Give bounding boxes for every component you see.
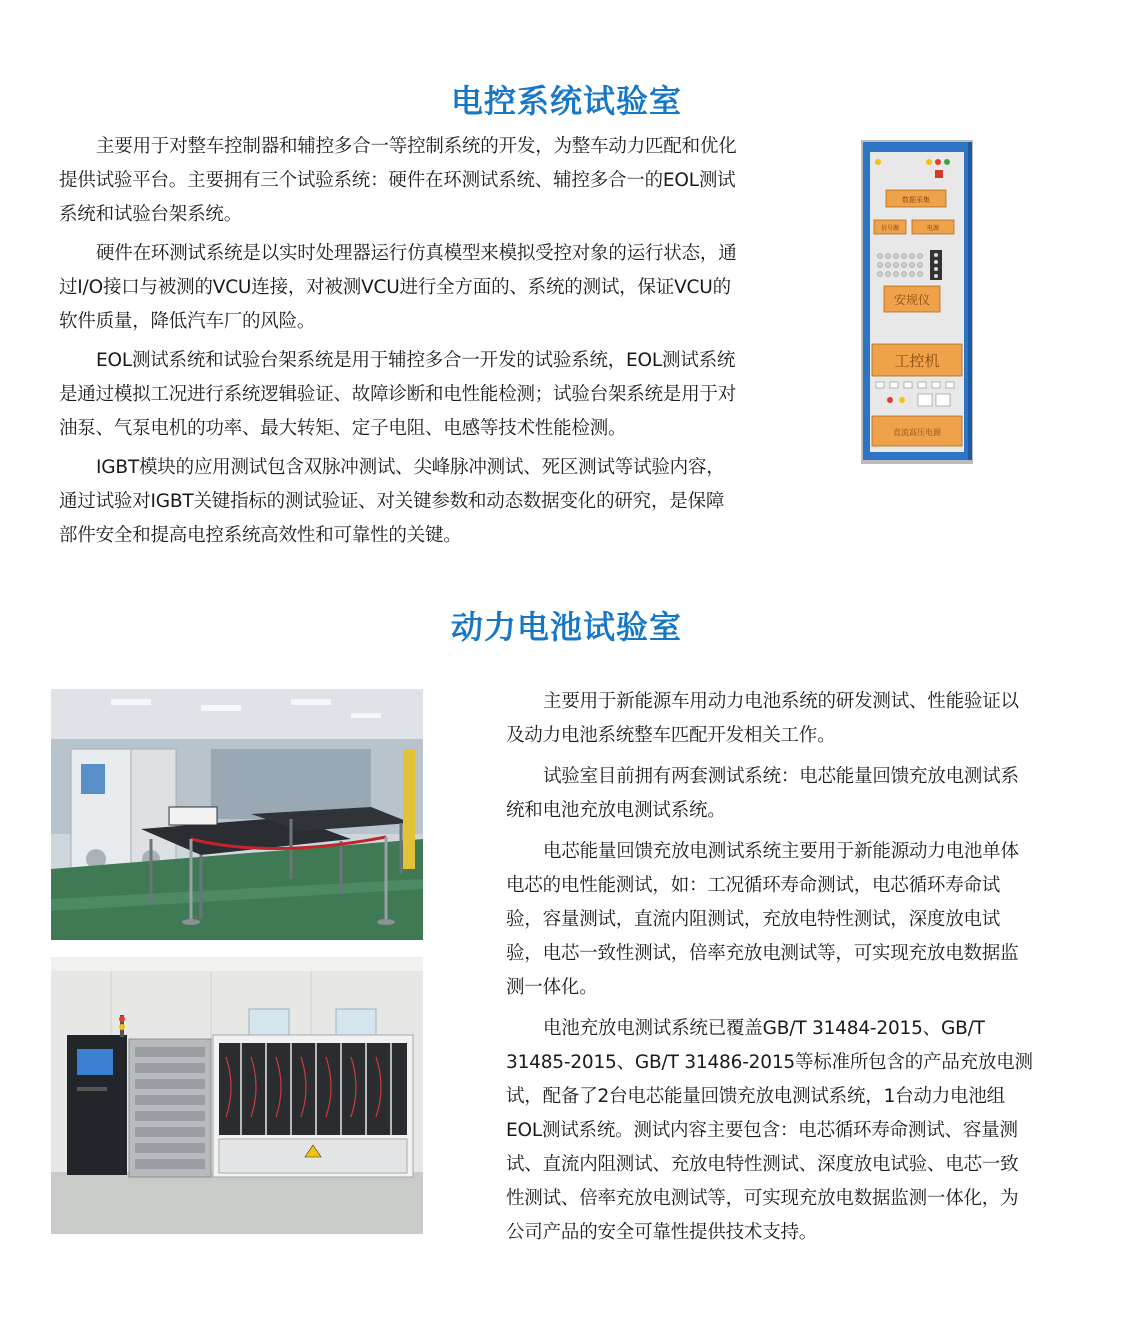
paragraph: EOL测试系统和试验台架系统是用于辅控多合一开发的试验系统，EOL测试系统是通过模拟工况进行系统逻辑验证、故障诊断和电性能检测；试验台架系统是用于对油泵、气泵电机的功率、最大转矩、定子电阻、电感等技术性能检测。 — [59, 350, 737, 439]
paragraph: 电池充放电测试系统已覆盖GB/T 31484-2015、GB/T 31485-2015、GB/T 31486-2015等标准所包含的产品充放电测试，配备了2台电芯能量回馈充放电测试系统，1台动力电池组EOL测试系统。测试内容主要包含：电芯循环寿命测试、容量测试、直流内阻测试、充放电特性测试、深度放电试验、电芯一致性测试、倍率充放电测试等，可实现充放电数据监测一体化，为公司产品的安全可靠性提供技术支持。 — [506, 1018, 1033, 1243]
section-title-battery-lab: 动力电池试验室 — [450, 608, 682, 646]
paragraph: 试验室目前拥有两套测试系统：电芯能量回馈充放电测试系统和电池充放电测试系统。 — [506, 766, 1019, 821]
cabinet-label: 数据采集 — [902, 196, 930, 204]
cabinet-label: 安规仪 — [893, 293, 931, 307]
cabinet-label: 直流高压电源 — [893, 428, 941, 437]
battery-lab-description — [506, 685, 1036, 1250]
paragraph: 主要用于对整车控制器和辅控多合一等控制系统的开发，为整车动力匹配和优化提供试验平台。主要拥有三个试验系统：硬件在环测试系统、辅控多合一的EOL测试系统和试验台架系统。 — [59, 136, 737, 225]
ecu-lab-description — [59, 130, 741, 553]
test-cabinet-photo — [858, 138, 978, 468]
paragraph: IGBT模块的应用测试包含双脉冲测试、尖峰脉冲测试、死区测试等试验内容，通过试验对IGBT关键指标的测试验证、对关键参数和动态数据变化的研究，是保障部件安全和提高电控系统高效性和可靠性的关键。 — [59, 457, 725, 546]
battery-lab-photo-tables — [51, 689, 423, 940]
section-title-ecu-lab: 电控系统试验室 — [450, 82, 682, 120]
paragraph: 主要用于新能源车用动力电池系统的研发测试、性能验证以及动力电池系统整车匹配开发相关工作。 — [506, 691, 1019, 746]
cabinet-label: 工控机 — [894, 352, 940, 370]
paragraph: 硬件在环测试系统是以实时处理器运行仿真模型来模拟受控对象的运行状态，通过I/O接口与被测的VCU连接，对被测VCU进行全方面的、系统的测试，保证VCU的软件质量，降低汽车厂的风险。 — [59, 243, 737, 332]
cabinet-label: 电源 — [926, 225, 940, 232]
paragraph: 电芯能量回馈充放电测试系统主要用于新能源动力电池单体电芯的电性能测试，如：工况循环寿命测试，电芯循环寿命试验，容量测试，直流内阻测试，充放电特性测试，深度放电试验，电芯一致性测试，倍率充放电测试等，可实现充放电数据监测一体化。 — [506, 841, 1019, 998]
cabinet-label: 信号源 — [880, 225, 900, 232]
battery-lab-photo-equipment — [51, 957, 423, 1234]
